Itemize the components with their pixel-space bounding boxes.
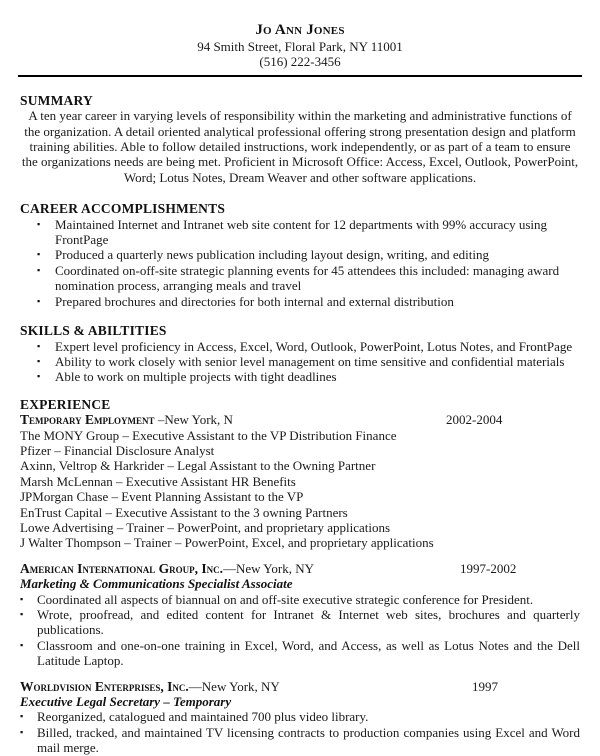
job-dates: 1997 — [472, 678, 498, 694]
bullet-item: ▪ Prepared brochures and directories for both internal and external distribution — [20, 294, 580, 309]
job-dates: 1997-2002 — [460, 560, 517, 576]
section-summary — [20, 93, 580, 185]
bullet-item: ▪ Coordinated all aspects of biannual on and off-site executive strategic conference for President. — [20, 592, 580, 607]
employer-location: —New York, NY — [222, 560, 314, 576]
bullet-item: ▪ Produced a quarterly news publication including layout design, writing, and editing — [20, 247, 580, 262]
experience-heading: EXPERIENCE — [20, 396, 111, 412]
section-skills — [20, 323, 580, 385]
employer-name: American International Group, Inc. — [20, 560, 223, 576]
skills-list — [20, 339, 580, 385]
job-entry-worldvision — [20, 679, 580, 756]
header-divider — [18, 75, 582, 77]
bullet-item: ▪ Maintained Internet and Intranet web site content for 12 departments with 99% accuracy using FrontPage — [20, 217, 580, 248]
resume-header — [20, 22, 580, 70]
job-header — [20, 679, 580, 694]
section-experience — [20, 397, 580, 756]
career-accomplishments-list — [20, 217, 580, 309]
job-line: EnTrust Capital – Executive Assistant to the 3 owning Partners — [20, 504, 348, 520]
job-line: The MONY Group – Executive Assistant to the VP Distribution Finance — [20, 427, 397, 443]
employer-name: Temporary Employment — [20, 412, 155, 428]
job-title: Marketing & Communications Specialist Associate — [20, 576, 293, 592]
bullet-item: ▪ Expert level proficiency in Access, Excel, Word, Outlook, PowerPoint, Lotus Notes, and FrontPage — [20, 339, 580, 354]
bullet-item: ▪ Reorganized, catalogued and maintained 700 plus video library. — [20, 709, 580, 724]
job-line: Pfizer – Financial Disclosure Analyst — [20, 442, 215, 458]
job-line: Lowe Advertising – Trainer – PowerPoint, and proprietary applications — [20, 519, 391, 535]
candidate-address: 94 Smith Street, Floral Park, NY 11001 — [197, 39, 403, 54]
bullet-item: ▪ Ability to work closely with senior level management on time sensitive and confidential materials — [20, 354, 580, 369]
job-line: J Walter Thompson – Trainer – PowerPoint, Excel, and proprietary applications — [20, 535, 434, 551]
job-header — [20, 561, 580, 576]
employer-location: –New York, N — [154, 412, 233, 428]
bullet-item: ▪ Coordinated on-off-site strategic planning events for 45 attendees this included: managing award nomination process, arranging meals and travel — [20, 263, 580, 294]
job-line: Axinn, Veltrop & Harkrider – Legal Assistant to the Owning Partner — [20, 458, 376, 474]
job-bullet-list — [20, 709, 580, 755]
job-line: JPMorgan Chase – Event Planning Assistant to the VP — [20, 489, 304, 505]
employer-name: Worldvision Enterprises, Inc. — [20, 678, 189, 694]
candidate-name: Jo Ann Jones — [255, 22, 345, 38]
candidate-phone: (516) 222-3456 — [259, 54, 341, 70]
job-header — [20, 412, 580, 427]
employer-location: —New York, NY — [188, 678, 280, 694]
summary-heading: SUMMARY — [20, 92, 93, 108]
bullet-item: ▪ Able to work on multiple projects with tight deadlines — [20, 369, 580, 384]
skills-heading: SKILLS & ABILTITIES — [20, 323, 167, 339]
job-bullet-list — [20, 592, 580, 669]
job-dates: 2002-2004 — [446, 412, 503, 428]
job-title: Executive Legal Secretary – Temporary — [20, 694, 232, 710]
job-line: Marsh McLennan – Executive Assistant HR Benefits — [20, 473, 296, 489]
career-accomplishments-heading: CAREER ACCOMPLISHMENTS — [20, 201, 226, 217]
bullet-item: ▪ Wrote, proofread, and edited content for Intranet & Internet web sites, brochures and quarterly publications. — [20, 607, 580, 638]
summary-text: A ten year career in varying levels of responsibility within the marketing and administrative functions of the organization. A detail oriented analytical professional offering strong presentation design and platform training abilities. Able to follow detailed instructions, work independently, or as part of a team to ensure the organizations needs are being met. Proficient in Microsoft Office: Access, Excel, Outlook, PowerPoint, Word; Lotus Notes, Dream Weaver and other software applications. — [21, 108, 579, 185]
job-entry-aig — [20, 561, 580, 669]
job-entry-temporary-employment — [20, 412, 580, 551]
bullet-item: ▪ Classroom and one-on-one training in Excel, Word, and Access, as well as Lotus Notes and the Dell Latitude Laptop. — [20, 638, 580, 669]
bullet-item: ▪ Billed, tracked, and maintained TV licensing contracts to production companies using Excel and Word mail merge. — [20, 725, 580, 756]
section-career-accomplishments — [20, 201, 580, 309]
